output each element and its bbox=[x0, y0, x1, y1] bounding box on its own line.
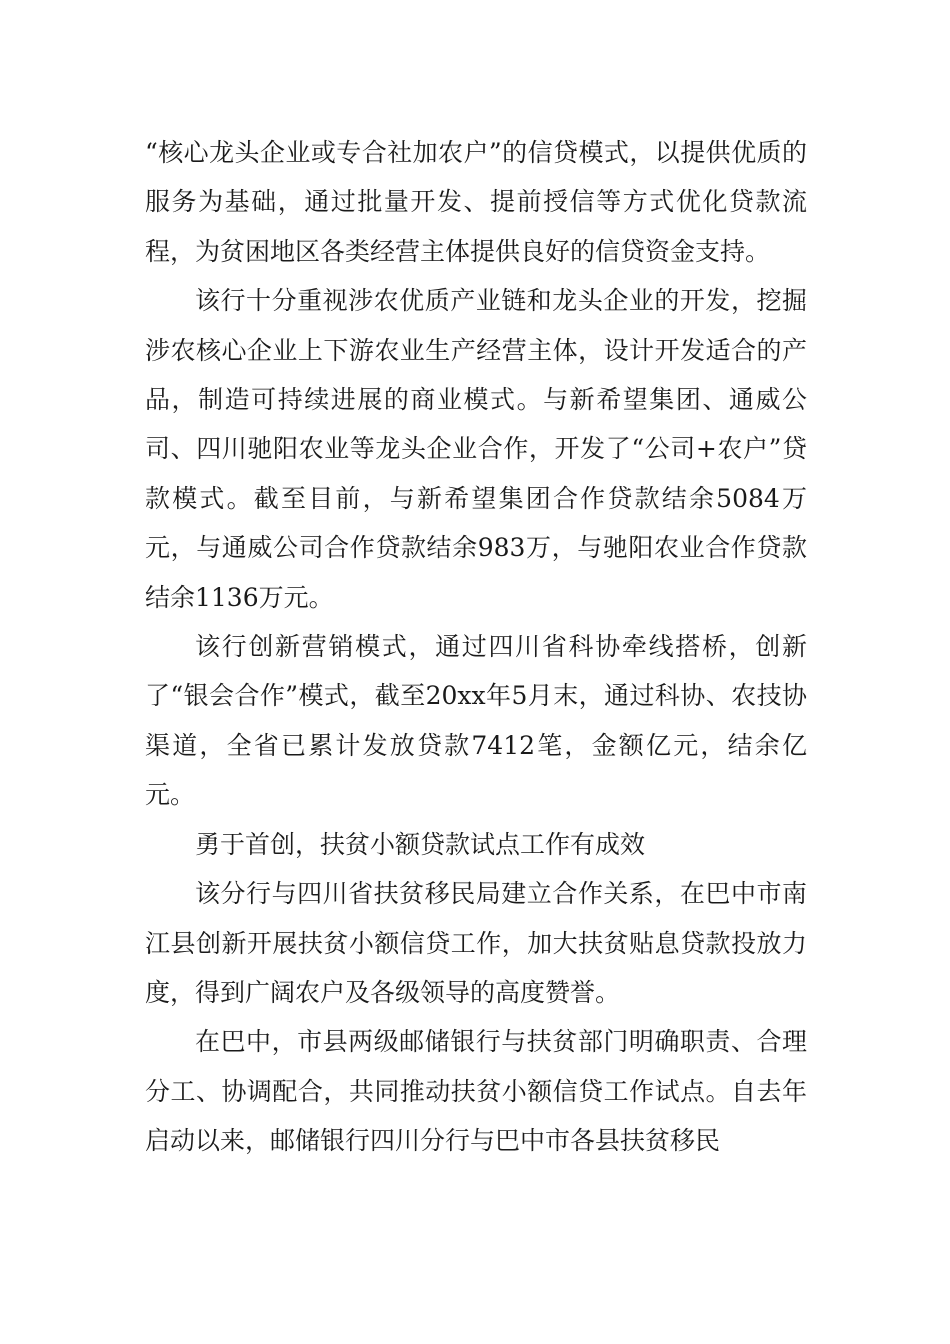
paragraph-cooperation: 该分行与四川省扶贫移民局建立合作关系，在巴中市南江县创新开展扶贫小额信贷工作，加大扶贫贴息贷款投放力度，得到广阔农户及各级领导的高度赞誉。 bbox=[145, 879, 807, 1007]
section-heading-poverty-loans: 勇于首创，扶贫小额贷款试点工作有成效 bbox=[195, 829, 646, 859]
document-body bbox=[145, 128, 807, 1166]
paragraph-bazhong: 在巴中，市县两级邮储银行与扶贫部门明确职责、合理分工、协调配合，共同推动扶贫小额信贷工作试点。自去年启动以来，邮储银行四川分行与巴中市各县扶贫移民 bbox=[145, 1027, 807, 1156]
paragraph-credit-model: “核心龙头企业或专合社加农户”的信贷模式，以提供优质的服务为基础，通过批量开发、提前授信等方式优化贷款流程，为贫困地区各类经营主体提供良好的信贷资金支持。 bbox=[145, 138, 807, 266]
paragraph-marketing-model: 该行创新营销模式，通过四川省科协牵线搭桥，创新了“银会合作”模式，截至20xx年5月末，通过科协、农技协渠道，全省已累计发放贷款7412笔，金额亿元，结余亿元。 bbox=[145, 632, 807, 810]
paragraph-industry-chain: 该行十分重视涉农优质产业链和龙头企业的开发，挖掘涉农核心企业上下游农业生产经营主体，设计开发适合的产品，制造可持续进展的商业模式。与新希望集团、通威公司、四川驰阳农业等龙头企业合作，开发了“公司+农户”贷款模式。截至目前，与新希望集团合作贷款结余5084万元，与通威公司合作贷款结余983万，与驰阳农业合作贷款结余1136万元。 bbox=[145, 286, 807, 612]
